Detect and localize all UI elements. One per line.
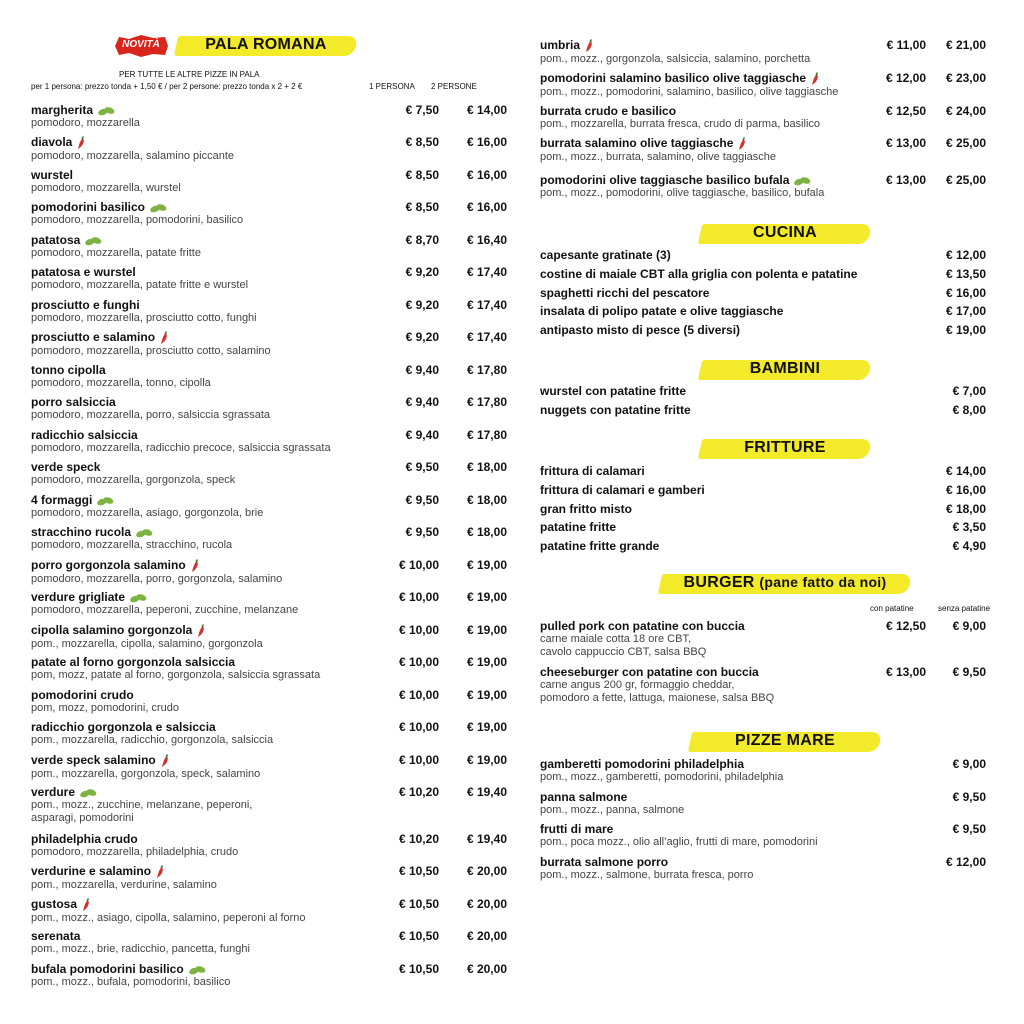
burger-header	[660, 572, 910, 596]
item-name-text: gran fritto misto	[540, 501, 632, 516]
item-name-text: verdurine e salamino	[31, 864, 152, 878]
section-title: PIZZE MARE	[735, 732, 835, 749]
menu-item	[31, 929, 507, 956]
price-1: € 10,50	[398, 897, 439, 911]
menu-item	[540, 464, 988, 478]
price-1: € 9,40	[405, 395, 439, 409]
price-2: € 16,00	[466, 135, 507, 149]
leaf-icon	[149, 203, 167, 213]
menu-item	[31, 688, 507, 715]
item-name-text: cheeseburger con patatine con buccia	[540, 665, 759, 679]
price-2: € 20,00	[466, 929, 507, 943]
menu-item	[540, 539, 988, 553]
item-description: pomodoro, mozzarella, wurstel	[31, 182, 181, 194]
chili-icon	[810, 72, 820, 86]
item-name-text: antipasto misto di pesce (5 diversi)	[540, 323, 741, 338]
price-2: € 16,40	[466, 233, 507, 247]
price-1: € 12,50	[885, 104, 926, 118]
price-2: € 16,00	[466, 168, 507, 182]
section-title: CUCINA	[752, 224, 818, 241]
menu-item	[31, 785, 507, 825]
item-description: pom., mozz., brie, radicchio, pancetta, funghi	[31, 943, 250, 955]
menu-item	[31, 623, 507, 651]
menu-item	[540, 38, 988, 66]
price-1: € 9,50	[405, 460, 439, 474]
price-2: € 19,00	[466, 590, 507, 604]
price-1: € 10,00	[398, 623, 439, 637]
item-description-2: asparagi, pomodorini	[31, 812, 134, 824]
item-description: pom., mozzarella, cipolla, salamino, gorgonzola	[31, 637, 263, 650]
item-description: pom., mozz., bufala, pomodorini, basilico	[31, 976, 231, 988]
price-2: € 19,00	[466, 655, 507, 669]
price: € 12,00	[945, 248, 986, 262]
price-2: € 9,00	[952, 619, 986, 633]
item-name-text: nuggets con patatine fritte	[540, 402, 691, 417]
novita-badge	[111, 34, 171, 58]
price: € 9,50	[952, 790, 986, 804]
price-2: € 19,00	[466, 688, 507, 702]
pala-note-1: PER TUTTE LE ALTRE PIZZE IN PALA	[119, 70, 260, 79]
item-description: pom, mozz, pomodorini, crudo	[31, 702, 179, 714]
item-name-text: serenata	[31, 929, 81, 943]
item-name-text: radicchio gorgonzola e salsiccia	[31, 720, 216, 734]
menu-item	[31, 428, 507, 455]
item-description: pomodoro, mozzarella, pomodorini, basilico	[31, 214, 244, 226]
item-description: pomodoro, mozzarella, porro, gorgonzola, salamino	[31, 572, 283, 585]
menu-item	[540, 104, 988, 131]
burger-subtitle: (pane fatto da noi)	[759, 574, 887, 590]
menu-item	[31, 363, 507, 390]
section-title: FRITTURE	[744, 439, 826, 456]
item-name-text: pomodorini salamino basilico olive taggiasche	[540, 71, 807, 85]
item-name-text: capesante gratinate (3)	[540, 248, 671, 262]
item-name-text: patate al forno gorgonzola salsiccia	[31, 655, 236, 669]
item-description: pom., mozzarella, verdurine, salamino	[31, 878, 217, 891]
item-name-text: panna salmone	[540, 790, 628, 804]
price-2: € 18,00	[466, 460, 507, 474]
price-2: € 24,00	[945, 104, 986, 118]
item-description: pom., poca mozz., olio all’aglio, frutti di mare, pomodorini	[540, 836, 818, 848]
menu-item	[540, 665, 988, 705]
item-name-text: porro gorgonzola salamino	[31, 558, 186, 572]
price-2: € 17,40	[466, 265, 507, 279]
menu-item	[540, 520, 988, 534]
item-name-text: verde speck salamino	[31, 753, 156, 767]
section-title	[660, 574, 910, 592]
item-name-text: pomodorini crudo	[31, 688, 134, 702]
menu-item	[31, 655, 507, 682]
item-name-text: burrata salmone porro	[540, 855, 669, 869]
item-name-text: 4 formaggi	[31, 493, 93, 507]
item-description: pomodoro, mozzarella, prosciutto cotto, salamino	[31, 344, 271, 357]
price-2: € 17,80	[466, 395, 507, 409]
item-name-text: prosciutto e funghi	[31, 298, 140, 312]
price-1: € 13,00	[885, 665, 926, 679]
menu-item	[540, 71, 988, 99]
price-2: € 14,00	[466, 103, 507, 117]
menu-item	[31, 298, 507, 325]
item-description: pom., mozzarella, radicchio, gorgonzola, salsiccia	[31, 734, 274, 746]
price: € 8,00	[952, 402, 986, 417]
leaf-icon	[84, 236, 102, 246]
item-name-text: verdure grigliate	[31, 590, 126, 604]
item-name-text: frittura di calamari e gamberi	[540, 482, 705, 497]
menu-item	[31, 897, 507, 925]
price-1: € 9,20	[405, 265, 439, 279]
item-name-text: patatine fritte grande	[540, 539, 660, 554]
price-2: € 9,50	[952, 665, 986, 679]
menu-item	[31, 233, 507, 260]
item-name-text: gamberetti pomodorini philadelphia	[540, 757, 745, 771]
fritture-header	[700, 437, 870, 461]
item-description: pom, mozz, patate al forno, gorgonzola, salsiccia sgrassata	[31, 669, 321, 681]
menu-item	[31, 330, 507, 358]
item-description: pom., mozzarella, gorgonzola, speck, salamino	[31, 767, 261, 780]
item-description: pomodoro, mozzarella, patate fritte e wurstel	[31, 279, 249, 291]
leaf-icon	[188, 965, 206, 975]
price-1: € 9,40	[405, 428, 439, 442]
price-2: € 25,00	[945, 136, 986, 150]
menu-item	[540, 502, 988, 516]
col-head-con-patatine: con patatine	[870, 604, 914, 613]
price-2: € 25,00	[945, 173, 986, 187]
chili-icon	[76, 136, 86, 150]
section-title: BAMBINI	[749, 360, 821, 377]
menu-item	[540, 248, 988, 262]
price-1: € 8,50	[405, 200, 439, 214]
item-name-text: diavola	[31, 135, 73, 149]
price-2: € 16,00	[466, 200, 507, 214]
price-1: € 9,20	[405, 330, 439, 344]
price-1: € 9,20	[405, 298, 439, 312]
leaf-icon	[79, 788, 97, 798]
cucina-header	[700, 222, 870, 246]
item-description: pomodoro, mozzarella, stracchino, rucola	[31, 539, 233, 551]
item-description: pomodoro, mozzarella, porro, salsiccia sgrassata	[31, 409, 271, 421]
chili-icon	[737, 137, 747, 151]
item-description: pom., mozz., pomodorini, olive taggiasche, basilico, bufala	[540, 187, 825, 199]
price: € 18,00	[945, 501, 986, 516]
price-2: € 23,00	[945, 71, 986, 85]
menu-item	[540, 304, 988, 318]
item-description: pom., mozz., gamberetti, pomodorini, philadelphia	[540, 771, 784, 783]
menu-item	[31, 590, 507, 617]
pizze-mare-header	[690, 730, 880, 754]
item-description-2: pomodoro a fette, lattuga, maionese, salsa BBQ	[540, 692, 775, 704]
chili-icon	[81, 898, 91, 912]
item-description: pom., mozz., zucchine, melanzane, peperoni,	[31, 799, 253, 811]
price: € 19,00	[945, 323, 986, 338]
price: € 16,00	[945, 285, 986, 300]
col-head-2-persone: 2 PERSONE	[431, 82, 477, 91]
item-name-text: umbria	[540, 38, 581, 52]
item-description: pom., mozz., pomodorini, salamino, basilico, olive taggiasche	[540, 85, 839, 98]
price-2: € 19,00	[466, 753, 507, 767]
price-2: € 19,40	[466, 785, 507, 799]
price-1: € 10,00	[398, 688, 439, 702]
item-name-text: stracchino rucola	[31, 525, 132, 539]
item-description: pomodoro, mozzarella	[31, 117, 140, 129]
price-1: € 10,00	[398, 558, 439, 572]
menu-item	[31, 558, 507, 586]
price: € 9,50	[952, 822, 986, 836]
menu-item	[31, 135, 507, 163]
menu-item	[31, 460, 507, 487]
price: € 3,50	[952, 520, 986, 535]
price-1: € 8,50	[405, 135, 439, 149]
item-name-text: patatine fritte	[540, 520, 617, 535]
menu-item	[31, 200, 507, 227]
menu-item	[31, 864, 507, 892]
price-2: € 18,00	[466, 525, 507, 539]
price-1: € 11,00	[886, 38, 926, 52]
item-name-text: pomodorini basilico	[31, 200, 146, 214]
chili-icon	[160, 754, 170, 768]
item-description: pomodoro, mozzarella, radicchio precoce, salsiccia sgrassata	[31, 442, 331, 454]
item-name-text: burrata crudo e basilico	[540, 104, 677, 118]
badge-label: NOVITÀ	[122, 39, 160, 50]
item-name-text: verde speck	[31, 460, 101, 474]
price-2: € 17,40	[466, 330, 507, 344]
price-1: € 8,50	[405, 168, 439, 182]
item-description: pomodoro, mozzarella, gorgonzola, speck	[31, 474, 236, 486]
item-name-text: wurstel	[31, 168, 74, 182]
item-description: pomodoro, mozzarella, salamino piccante	[31, 149, 234, 162]
item-name-text: margherita	[31, 103, 94, 117]
price-2: € 17,80	[466, 428, 507, 442]
price-1: € 9,50	[405, 493, 439, 507]
item-name-text: wurstel con patatine fritte	[540, 384, 687, 398]
bambini-header	[700, 358, 870, 382]
price-2: € 19,00	[466, 720, 507, 734]
price-2: € 18,00	[466, 493, 507, 507]
item-description: pom., mozz., gorgonzola, salsiccia, salamino, porchetta	[540, 52, 811, 65]
price-1: € 10,50	[398, 962, 439, 976]
menu-item	[31, 525, 507, 552]
menu-item	[540, 757, 988, 784]
price-1: € 10,20	[398, 785, 439, 799]
item-description: pom., mozz., salmone, burrata fresca, porro	[540, 869, 754, 881]
menu-item	[540, 384, 988, 398]
menu-item	[31, 395, 507, 422]
price-1: € 10,00	[398, 720, 439, 734]
price-2: € 20,00	[466, 864, 507, 878]
item-description: carne angus 200 gr, formaggio cheddar,	[540, 679, 735, 691]
col-head-senza-patatine: senza patatine	[938, 604, 991, 613]
leaf-icon	[129, 593, 147, 603]
price-1: € 13,00	[885, 173, 926, 187]
item-name-text: porro salsiccia	[31, 395, 116, 409]
leaf-icon	[793, 176, 811, 186]
price: € 12,00	[945, 855, 986, 869]
price: € 4,90	[952, 539, 986, 554]
price-1: € 10,00	[398, 753, 439, 767]
item-description: pomodoro, mozzarella, patate fritte	[31, 247, 201, 259]
price-1: € 8,70	[405, 233, 439, 247]
menu-item	[540, 286, 988, 300]
menu-item	[31, 832, 507, 859]
item-description: pomodoro, mozzarella, tonno, cipolla	[31, 377, 211, 389]
item-name-text: insalata di polipo patate e olive taggiasche	[540, 304, 784, 319]
menu-item	[540, 173, 988, 200]
price-2: € 19,40	[466, 832, 507, 846]
price-2: € 19,00	[466, 558, 507, 572]
leaf-icon	[97, 106, 115, 116]
item-description-2: cavolo cappuccio CBT, salsa BBQ	[540, 646, 707, 658]
menu-item	[31, 168, 507, 195]
section-title: PALA ROMANA	[205, 36, 327, 53]
item-name-text: patatosa	[31, 233, 81, 247]
burger-title: BURGER	[683, 574, 755, 591]
item-name-text: pomodorini olive taggiasche basilico bufala	[540, 173, 790, 187]
price: € 7,00	[952, 384, 986, 398]
chili-icon	[196, 624, 206, 638]
item-name-text: bufala pomodorini basilico	[31, 962, 184, 976]
item-name-text: verdure	[31, 785, 76, 799]
item-name-text: burrata salamino olive taggiasche	[540, 136, 734, 150]
price-2: € 19,00	[466, 623, 507, 637]
item-name-text: gustosa	[31, 897, 78, 911]
price-1: € 10,20	[398, 832, 439, 846]
menu-item	[31, 753, 507, 781]
price-2: € 20,00	[466, 962, 507, 976]
menu-item	[540, 323, 988, 337]
item-name-text: prosciutto e salamino	[31, 330, 156, 344]
item-description: carne maiale cotta 18 ore CBT,	[540, 633, 692, 645]
price-1: € 7,50	[405, 103, 439, 117]
item-name-text: cipolla salamino gorgonzola	[31, 623, 193, 637]
menu-item	[540, 403, 988, 417]
menu-item	[540, 483, 988, 497]
item-description: pom., mozz., asiago, cipolla, salamino, peperoni al forno	[31, 911, 306, 924]
price: € 13,50	[945, 266, 986, 281]
menu-item	[540, 822, 988, 849]
menu-item	[540, 619, 988, 659]
item-name-text: tonno cipolla	[31, 363, 106, 377]
menu-item	[31, 962, 507, 989]
item-description: pomodoro, mozzarella, peperoni, zucchine, melanzane	[31, 604, 299, 616]
item-name-text: radicchio salsiccia	[31, 428, 138, 442]
menu-item	[540, 790, 988, 817]
price: € 16,00	[945, 482, 986, 497]
item-description: pom., mozz., panna, salmone	[540, 804, 685, 816]
menu-item	[31, 493, 507, 520]
item-description: pom., mozzarella, burrata fresca, crudo di parma, basilico	[540, 118, 821, 130]
price-1: € 10,00	[398, 655, 439, 669]
item-name-text: costine di maiale CBT alla griglia con polenta e patatine	[540, 266, 858, 281]
chili-icon	[190, 559, 200, 573]
col-head-1-persona: 1 PERSONA	[369, 82, 415, 91]
item-description: pomodoro, mozzarella, philadelphia, crudo	[31, 846, 239, 858]
price-1: € 12,00	[885, 71, 926, 85]
price-1: € 12,50	[885, 619, 926, 633]
menu-item	[31, 103, 507, 130]
menu-item	[540, 267, 988, 281]
pala-romana-header	[176, 34, 356, 58]
item-name-text: frittura di calamari	[540, 464, 645, 478]
price-1: € 9,50	[405, 525, 439, 539]
item-name-text: patatosa e wurstel	[31, 265, 136, 279]
menu-item	[31, 720, 507, 747]
leaf-icon	[96, 496, 114, 506]
menu-item	[31, 265, 507, 292]
price-2: € 21,00	[945, 38, 986, 52]
pala-note-2: per 1 persona: prezzo tonda + 1,50 € / per 2 persone: prezzo tonda x 2 + 2 €	[31, 82, 303, 91]
menu-item	[540, 855, 988, 882]
item-name-text: pulled pork con patatine con buccia	[540, 619, 745, 633]
item-description: pom., mozz., burrata, salamino, olive taggiasche	[540, 150, 777, 163]
price-1: € 10,50	[398, 929, 439, 943]
price-1: € 9,40	[405, 363, 439, 377]
menu-item	[540, 136, 988, 164]
price: € 9,00	[952, 757, 986, 771]
leaf-icon	[135, 528, 153, 538]
price-2: € 17,80	[466, 363, 507, 377]
chili-icon	[155, 865, 165, 879]
item-description: pomodoro, mozzarella, prosciutto cotto, funghi	[31, 312, 257, 324]
price-1: € 10,50	[398, 864, 439, 878]
chili-icon	[584, 39, 594, 53]
price-1: € 10,00	[398, 590, 439, 604]
item-name-text: frutti di mare	[540, 822, 614, 836]
item-name-text: spaghetti ricchi del pescatore	[540, 285, 710, 300]
price-2: € 17,40	[466, 298, 507, 312]
item-name-text: philadelphia crudo	[31, 832, 138, 846]
price-1: € 13,00	[885, 136, 926, 150]
chili-icon	[159, 331, 169, 345]
item-description: pomodoro, mozzarella, asiago, gorgonzola, brie	[31, 507, 264, 519]
price: € 14,00	[945, 464, 986, 478]
price: € 17,00	[945, 304, 986, 319]
price-2: € 20,00	[466, 897, 507, 911]
